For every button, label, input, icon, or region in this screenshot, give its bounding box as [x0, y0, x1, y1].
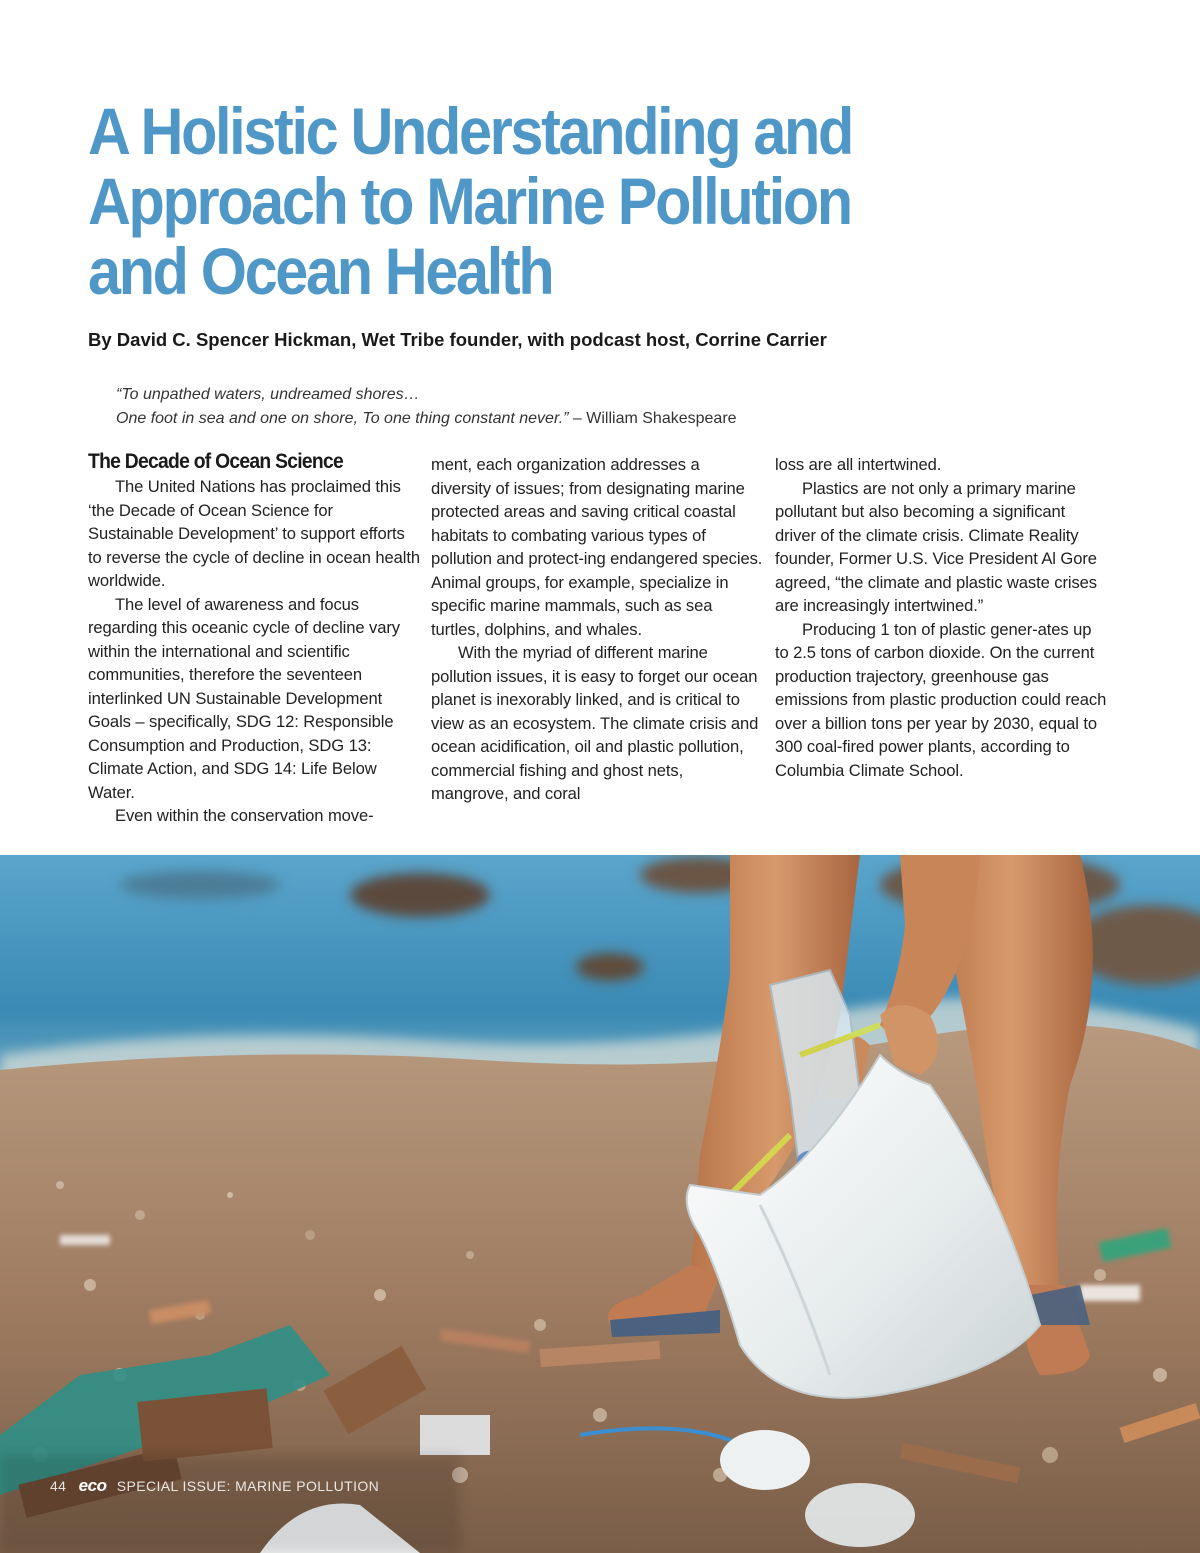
paragraph: Plastics are not only a primary marine pollutant but also becoming a significant driver of the climate crisis. Climate Reality founder, Former U.S. Vice President Al Gore agreed, “the climate and plastic waste crises are increasingly intertwined.” — [775, 478, 1097, 615]
page-footer — [50, 1476, 379, 1496]
epigraph-quote — [116, 383, 1116, 430]
article-column-2 — [431, 450, 763, 806]
quote-line-2 — [116, 407, 1116, 431]
paragraph: The United Nations has proclaimed this ‘the Decade of Ocean Science for Sustainable Development’ to support efforts to reverse the cycle of decline in ocean health worldwide. — [88, 477, 420, 590]
article-column-3 — [775, 450, 1107, 782]
article-title: A Holistic Understanding and Approach to Marine Pollution and Ocean Health — [88, 94, 852, 308]
quote-attribution: – William Shakespeare — [568, 409, 737, 427]
quote-line-1: “To unpathed waters, undreamed shores… — [116, 386, 420, 403]
quote-line-2-text: One foot in sea and one on shore, To one thing constant never.” — [116, 409, 569, 427]
issue-label: SPECIAL ISSUE: MARINE POLLUTION — [116, 1478, 380, 1494]
section-heading: The Decade of Ocean Science — [88, 450, 344, 473]
footer-shade — [0, 1455, 460, 1553]
paragraph: With the myriad of different marine pollution issues, it is easy to forget our ocean planet is inexorably linked, and is critical to view as an ecosystem. The climate crisis and ocean acidification, oil and plastic pollution, commercial fishing and ghost nets, mangrove, and coral — [431, 643, 759, 803]
article-column-1 — [88, 450, 420, 828]
paragraph: Producing 1 ton of plastic gener-ates up to 2.5 tons of carbon dioxide. On the current production trajectory, greenhouse gas emissions from plastic production could reach over a billion tons per year by 2030, equal to 300 coal-fired power plants, according to Columbia Climate School. — [775, 619, 1107, 780]
paragraph: Even within the conservation move- — [115, 806, 374, 825]
beach-plastic-cleanup-photo — [0, 855, 1200, 1553]
magazine-logo: eco — [78, 1476, 107, 1495]
paragraph: The level of awareness and focus regarding this oceanic cycle of decline vary within the international and scientific communities, therefore the seventeen interlinked UN Sustainable Development Goals – specifically, SDG 12: Responsible Consumption and Production, SDG 13: Climate Action, and SDG 14: Life Below Water. — [88, 594, 400, 802]
paragraph: ment, each organization addresses a diversity of issues; from designating marine protected areas and saving critical coastal habitats to combating various types of pollution and protect-ing endangered species. Animal groups, for example, specialize in specific marine mammals, such as sea turtles, dolphins, and whales. — [431, 455, 763, 639]
article-byline: By David C. Spencer Hickman, Wet Tribe founder, with podcast host, Corrine Carrier — [88, 329, 827, 350]
photo-illustration — [0, 855, 1200, 1553]
paragraph: loss are all intertwined. — [775, 455, 942, 474]
page-number: 44 — [50, 1478, 67, 1494]
